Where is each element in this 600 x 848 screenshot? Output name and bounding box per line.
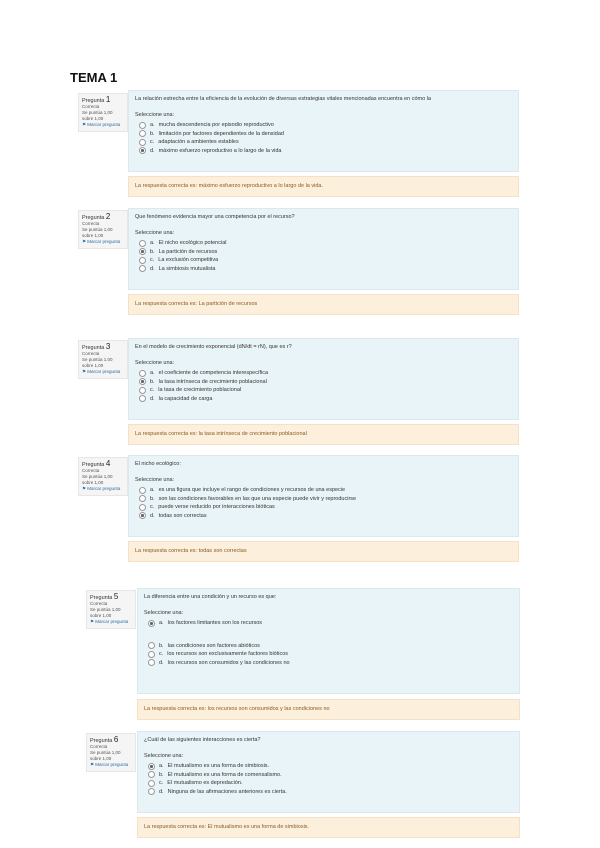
answer-option[interactable]: [135, 265, 512, 274]
radio-button[interactable]: [139, 395, 146, 402]
flag-icon: ⚑: [82, 486, 88, 491]
option-letter: b.: [150, 130, 155, 137]
option-letter: d.: [159, 659, 164, 666]
option-letter: c.: [159, 651, 164, 658]
question-card: [128, 90, 519, 172]
flag-label: Marcar pregunta: [87, 486, 121, 491]
option-letter: c.: [150, 257, 155, 264]
answer-option[interactable]: [144, 779, 513, 788]
option-text: la tasa intrínseca de crecimiento poblacional: [158, 378, 267, 385]
radio-button[interactable]: [148, 659, 155, 666]
radio-button[interactable]: [139, 512, 146, 519]
question-number-value: 1: [105, 95, 111, 104]
option-text: es una figura que incluye el rango de condiciones y recursos de una especie: [158, 487, 346, 494]
option-letter: c.: [150, 504, 155, 511]
question-score: Se puntúa 1,00 sobre 1,00: [90, 607, 121, 618]
option-letter: a.: [150, 122, 155, 129]
option-text: la tasa de crecimiento poblacional: [158, 387, 242, 394]
correct-answer-feedback: La respuesta correcta es: todas son correctas: [128, 541, 519, 562]
answer-option[interactable]: [135, 386, 512, 395]
option-text: los recursos son consumidos y las condiciones no: [167, 659, 290, 666]
option-letter: a.: [150, 370, 155, 377]
correct-answer-feedback: La respuesta correcta es: los recursos son consumidos y las condiciones no: [137, 699, 520, 720]
option-text: El mutualismo es una forma de comensalismo.: [167, 771, 282, 778]
option-letter: c.: [150, 139, 155, 146]
question-number: [82, 461, 124, 468]
option-letter: d.: [150, 512, 155, 519]
question-number-value: 6: [113, 735, 119, 744]
question-label: Pregunta: [82, 98, 105, 104]
radio-button[interactable]: [139, 240, 146, 247]
radio-button[interactable]: [139, 147, 146, 154]
question-text: En el modelo de crecimiento exponencial (dN/dt = rN), que es r?: [135, 344, 292, 350]
option-letter: b.: [150, 495, 155, 502]
flag-icon: ⚑: [82, 239, 88, 244]
radio-button[interactable]: [148, 763, 155, 770]
question-number-value: 5: [113, 592, 119, 601]
question-text: ¿Cuál de las siguientes interacciones es cierta?: [144, 737, 261, 743]
question-label: Pregunta: [90, 738, 113, 744]
radio-button[interactable]: [139, 130, 146, 137]
option-letter: d.: [150, 395, 155, 402]
flag-label: Marcar pregunta: [87, 239, 121, 244]
option-text: El nicho ecológico potencial: [158, 240, 227, 247]
question-score: Se puntúa 1,00 sobre 1,00: [82, 357, 113, 368]
question-label: Pregunta: [90, 595, 113, 601]
option-text: limitación por factores dependientes de la densidad: [158, 130, 284, 137]
option-text: El mutualismo es una forma de simbiosis.: [167, 763, 270, 770]
option-text: puede verse reducido por interacciones bióticas: [158, 504, 275, 511]
answer-option[interactable]: [135, 147, 512, 156]
answer-option[interactable]: [135, 495, 512, 504]
select-prompt: Seleccione una:: [135, 112, 175, 118]
question-status: Correcta: [82, 468, 100, 473]
option-letter: d.: [150, 147, 155, 154]
option-text: adaptación a ambientes estables: [158, 139, 239, 146]
option-text: Ninguna de las afirmaciones anteriores es cierta.: [167, 788, 287, 795]
option-letter: d.: [159, 788, 164, 795]
flag-question-link[interactable]: [82, 486, 124, 492]
option-letter: a.: [150, 487, 155, 494]
answer-option[interactable]: [144, 650, 513, 659]
option-text: mucha descendencia por episodio reproductivo: [158, 122, 274, 129]
flag-label: Marcar pregunta: [87, 122, 121, 127]
answer-option[interactable]: [135, 369, 512, 378]
question-info: [78, 457, 128, 496]
answer-option[interactable]: [144, 788, 513, 797]
select-prompt: Seleccione una:: [135, 230, 175, 236]
answer-option[interactable]: [144, 659, 513, 668]
question-info: [78, 340, 128, 379]
answer-option[interactable]: [144, 762, 513, 771]
radio-button[interactable]: [139, 139, 146, 146]
option-text: La partición de recursos: [158, 248, 218, 255]
question-status: Correcta: [82, 104, 100, 109]
question-number: [82, 214, 124, 221]
question-info: [78, 210, 128, 249]
question-card: [128, 338, 519, 420]
question-status: Correcta: [90, 601, 108, 606]
question-text: El nicho ecológico:: [135, 461, 181, 467]
radio-button[interactable]: [148, 642, 155, 649]
flag-icon: ⚑: [82, 369, 88, 374]
question-status: Correcta: [90, 744, 108, 749]
flag-icon: ⚑: [90, 619, 96, 624]
correct-answer-feedback: La respuesta correcta es: la tasa intrínseca de crecimiento poblacional: [128, 424, 519, 445]
option-letter: a.: [159, 620, 164, 627]
option-letter: b.: [150, 378, 155, 385]
option-text: todas son correctas: [158, 512, 207, 519]
answer-option[interactable]: [135, 130, 512, 139]
answer-option[interactable]: [144, 619, 513, 628]
option-letter: a.: [150, 240, 155, 247]
question-text: La diferencia entre una condición y un recurso es que:: [144, 594, 277, 600]
option-letter: b.: [150, 248, 155, 255]
question-label: Pregunta: [82, 345, 105, 351]
answer-option[interactable]: [135, 503, 512, 512]
answer-option[interactable]: [135, 121, 512, 130]
answer-option[interactable]: [135, 138, 512, 147]
select-prompt: Seleccione una:: [135, 477, 175, 483]
option-letter: b.: [159, 642, 164, 649]
question-text: Que fenómeno evidencia mayor una competencia por el recurso?: [135, 214, 295, 220]
radio-button[interactable]: [139, 248, 146, 255]
answer-option[interactable]: [135, 248, 512, 257]
flag-icon: ⚑: [82, 122, 88, 127]
question-number: [90, 594, 132, 601]
flag-icon: ⚑: [90, 762, 96, 767]
option-text: La exclusión competitiva: [158, 257, 219, 264]
answer-option[interactable]: [135, 395, 512, 404]
question-card: [128, 455, 519, 537]
select-prompt: Seleccione una:: [144, 753, 184, 759]
radio-button[interactable]: [148, 651, 155, 658]
flag-label: Marcar pregunta: [87, 369, 121, 374]
radio-button[interactable]: [148, 780, 155, 787]
radio-button[interactable]: [139, 265, 146, 272]
option-text: La simbiosis mutualista: [158, 265, 216, 272]
option-letter: c.: [159, 780, 164, 787]
answer-option[interactable]: [135, 486, 512, 495]
question-info: [86, 590, 136, 629]
answer-option[interactable]: [135, 239, 512, 248]
answer-option[interactable]: [144, 771, 513, 780]
question-card: [137, 731, 520, 813]
question-info: [78, 93, 128, 132]
radio-button[interactable]: [148, 620, 155, 627]
question-number-value: 4: [105, 459, 111, 468]
option-text: máximo esfuerzo reproductivo a lo largo de la vida: [158, 147, 282, 154]
answer-option[interactable]: [135, 512, 512, 521]
question-label: Pregunta: [82, 215, 105, 221]
question-number: [90, 737, 132, 744]
answer-option[interactable]: [135, 256, 512, 265]
question-info: [86, 733, 136, 772]
question-score: Se puntúa 1,00 sobre 1,00: [82, 110, 113, 121]
flag-question-link[interactable]: [82, 369, 124, 375]
question-number-value: 2: [105, 212, 111, 221]
flag-label: Marcar pregunta: [95, 762, 129, 767]
question-text: La relación estrecha entre la eficiencia de la evolución de diversas estrategias vitales mencionadas encuentra en cómo la: [135, 96, 431, 102]
flag-label: Marcar pregunta: [95, 619, 129, 624]
select-prompt: Seleccione una:: [135, 360, 175, 366]
option-letter: d.: [150, 265, 155, 272]
answer-option[interactable]: [144, 642, 513, 651]
option-text: los recursos son exclusivamente factores bióticos: [167, 651, 289, 658]
question-label: Pregunta: [82, 462, 105, 468]
correct-answer-feedback: La respuesta correcta es: La partición de recursos: [128, 294, 519, 315]
option-text: el coeficiente de competencia interespecífica: [158, 370, 269, 377]
radio-button[interactable]: [139, 257, 146, 264]
radio-button[interactable]: [148, 788, 155, 795]
option-letter: a.: [159, 763, 164, 770]
option-letter: c.: [150, 387, 155, 394]
flag-question-link[interactable]: [82, 122, 124, 128]
question-number: [82, 97, 124, 104]
flag-question-link[interactable]: [90, 619, 132, 625]
question-number: [82, 344, 124, 351]
radio-button[interactable]: [139, 370, 146, 377]
question-status: Correcta: [82, 351, 100, 356]
page-title: TEMA 1: [70, 70, 118, 85]
question-status: Correcta: [82, 221, 100, 226]
radio-button[interactable]: [139, 504, 146, 511]
radio-button[interactable]: [148, 771, 155, 778]
option-text: la capacidad de carga: [158, 395, 213, 402]
option-text: las condiciones son factores abióticos: [167, 642, 260, 649]
answer-option[interactable]: [135, 378, 512, 387]
radio-button[interactable]: [139, 378, 146, 385]
question-score: Se puntúa 1,00 sobre 1,00: [90, 750, 121, 761]
question-number-value: 3: [105, 342, 111, 351]
correct-answer-feedback: La respuesta correcta es: El mutualismo es una forma de simbiosis.: [137, 817, 520, 838]
correct-answer-feedback: La respuesta correcta es: máximo esfuerzo reproductivo a lo largo de la vida.: [128, 176, 519, 197]
flag-question-link[interactable]: [82, 239, 124, 245]
radio-button[interactable]: [139, 487, 146, 494]
option-text: los factores limitantes son los recursos: [167, 620, 263, 627]
question-score: Se puntúa 1,00 sobre 1,00: [82, 227, 113, 238]
radio-button[interactable]: [139, 495, 146, 502]
option-text: El mutualismo es depredación.: [167, 780, 243, 787]
option-letter: b.: [159, 771, 164, 778]
radio-button[interactable]: [139, 122, 146, 129]
radio-button[interactable]: [139, 387, 146, 394]
select-prompt: Seleccione una:: [144, 610, 184, 616]
question-card: [137, 588, 520, 694]
question-card: [128, 208, 519, 290]
question-score: Se puntúa 1,00 sobre 1,00: [82, 474, 113, 485]
option-text: son las condiciones favorables en las que una especie puede vivir y reproducirse: [158, 495, 357, 502]
flag-question-link[interactable]: [90, 762, 132, 768]
